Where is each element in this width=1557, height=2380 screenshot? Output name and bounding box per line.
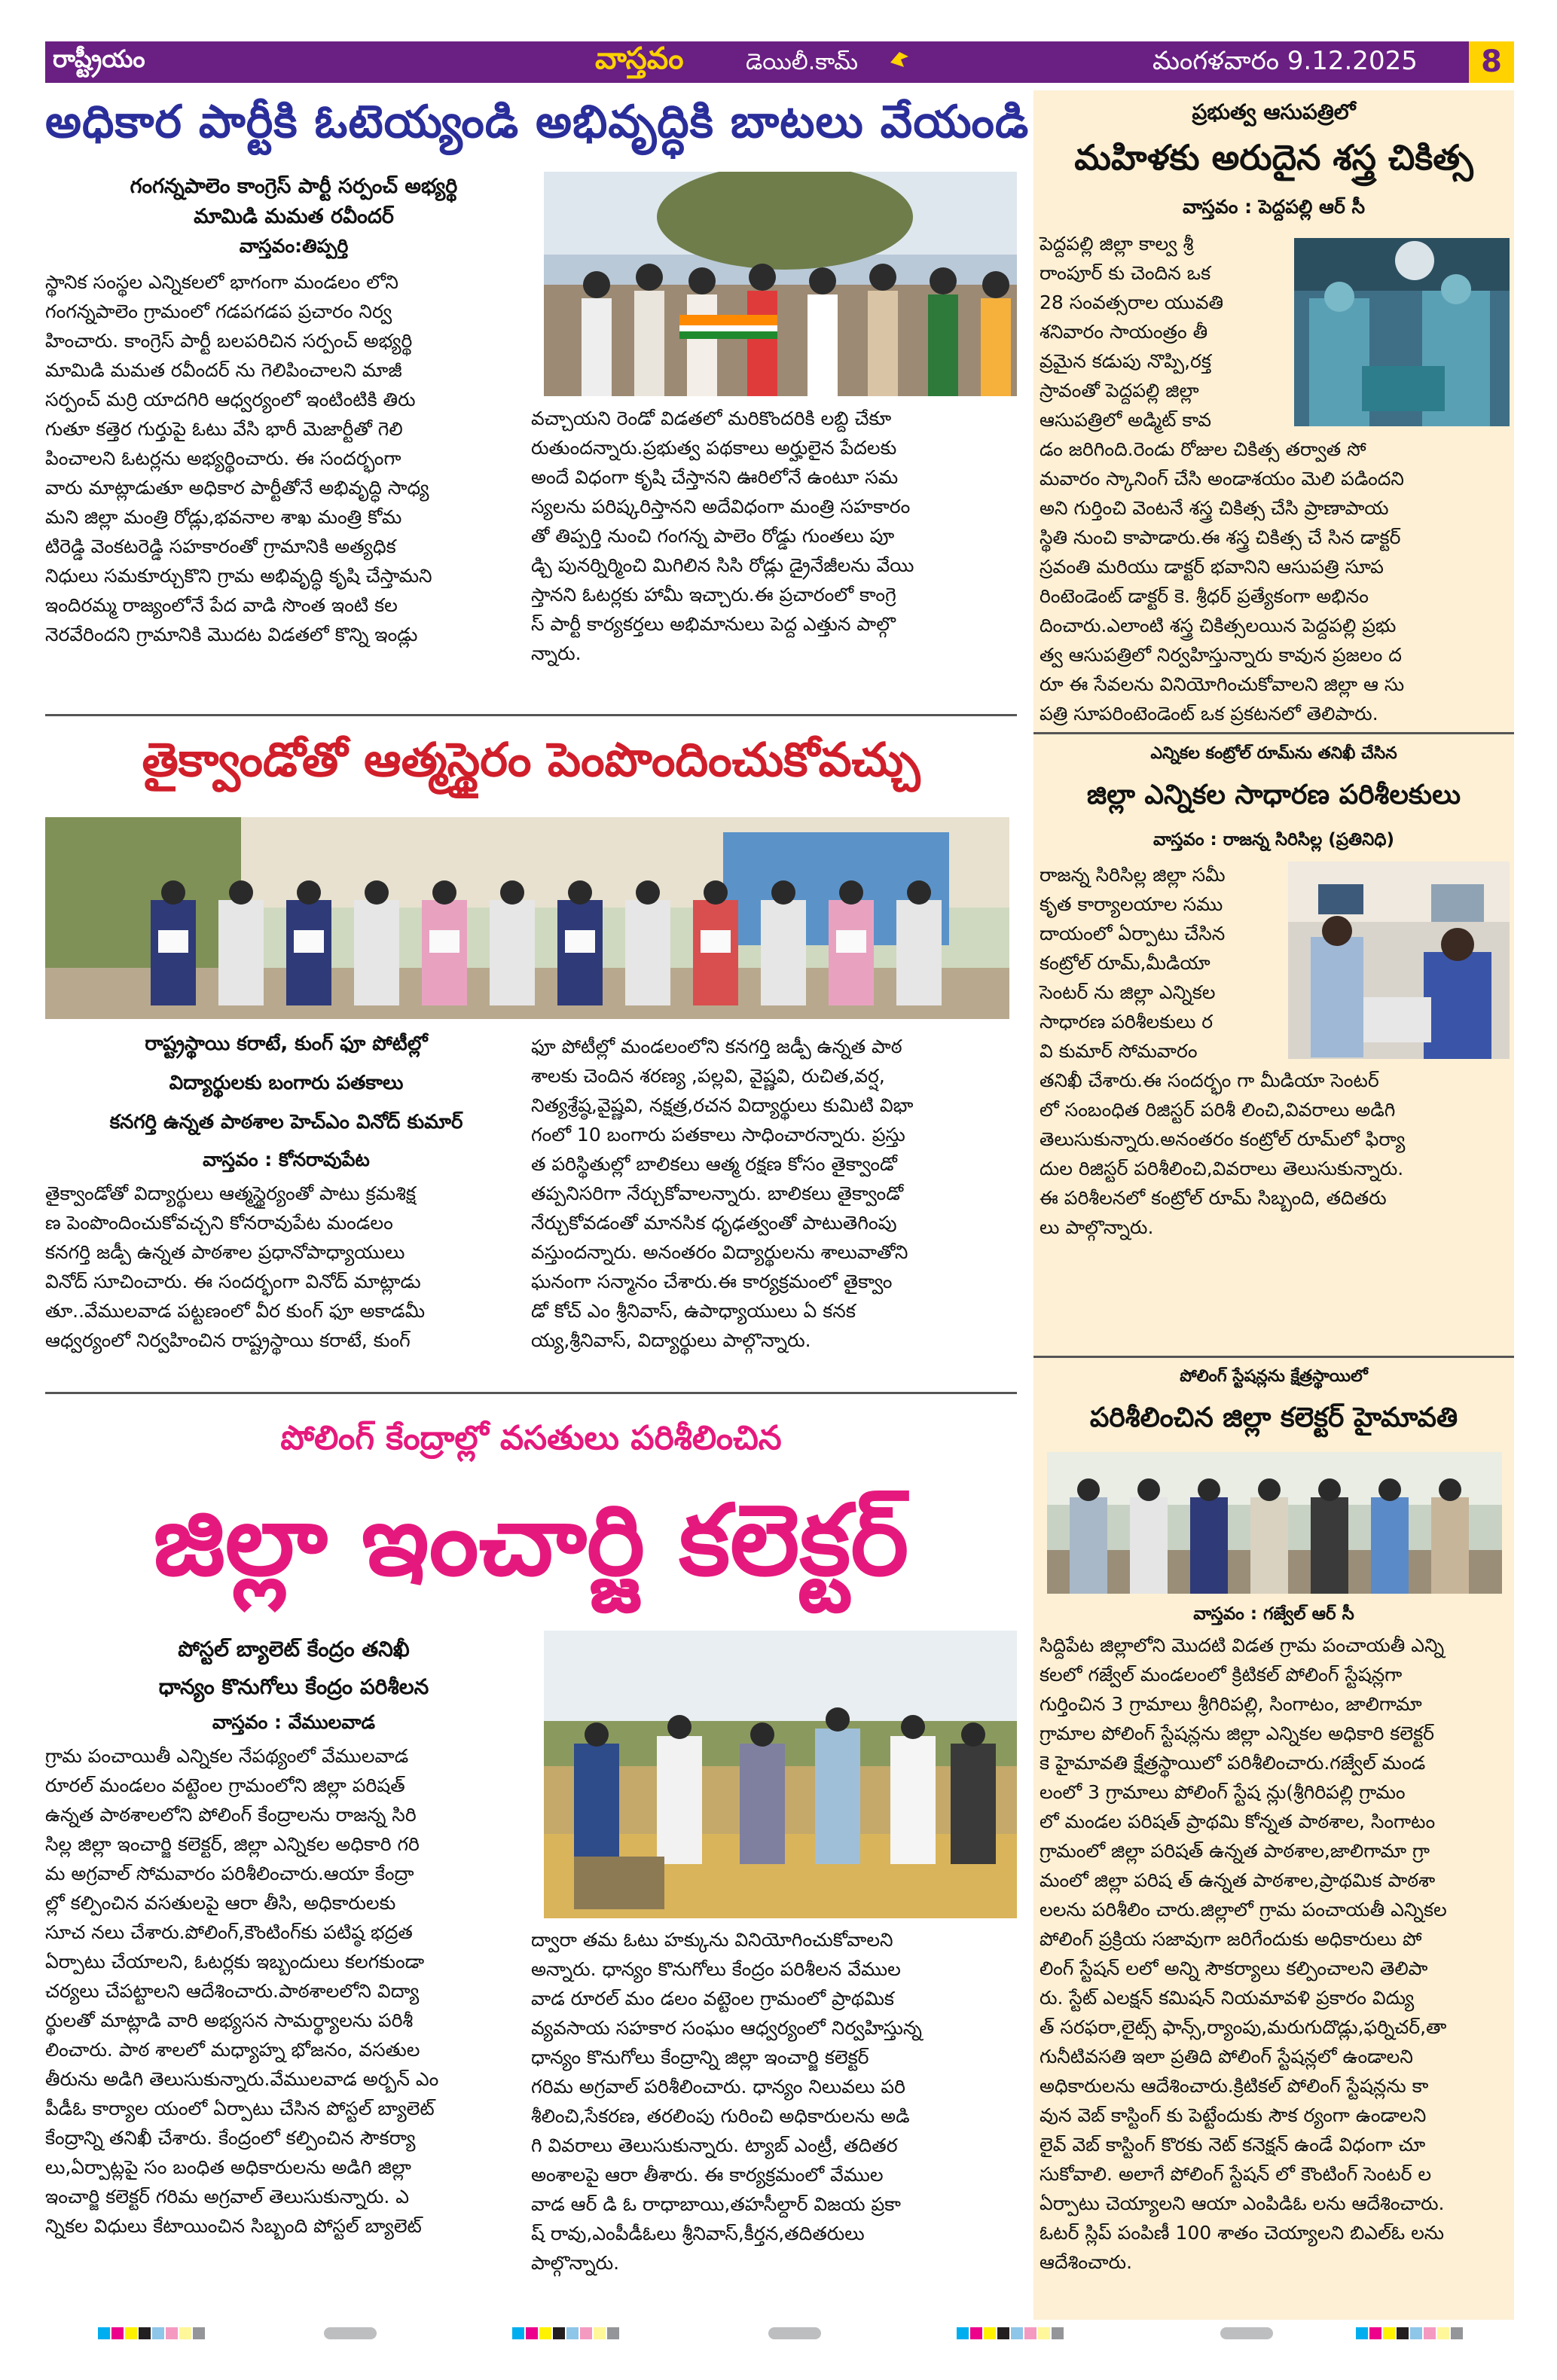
text-line: దించారు.ఎలాంటి శస్త్ర చికిత్సలయిన పెద్దపల్లి ప్రభు <box>1040 615 1397 636</box>
text-line: ద్వారా తమ ఓటు హక్కును వినియోగించుకోవాలని <box>531 1929 893 1951</box>
text-line: అధికారులను ఆదేశించారు.క్రిటికల్ పోలింగ్ స్టేషన్లను కా <box>1040 2075 1429 2097</box>
text-line: స్యలను పరిష్కరిస్తానని అదేవిధంగా మంత్రి సహకారం <box>531 496 911 517</box>
text-line: లు పాల్గొన్నారు. <box>1040 1216 1154 1238</box>
right3-kicker: పోలింగ్ స్టేషన్లను క్షేత్రస్థాయిలో <box>1180 1367 1368 1386</box>
text-line: వ్రమైన కడుపు నొప్పి,రక్త <box>1040 350 1211 372</box>
text-line: న్నికల విధులు కేటాయించిన సిబ్బంది పోస్టల్ బ్యాలెట్ <box>45 2215 422 2237</box>
text-line: మవారం స్కానింగ్ చేసి అండాశయం మెలి పడిందని <box>1040 468 1404 490</box>
text-line: స్థితి నుంచి కాపాడారు.ఈ శస్త్ర చికిత్స చే సిన డాక్టర్ <box>1040 526 1401 548</box>
right3-full-text <box>1040 1631 1508 2277</box>
story1-subhead-2: మామిడి మమత రవీందర్ <box>194 205 394 228</box>
text-line: గ్రామ పంచాయితీ ఎన్నికల నేపథ్యంలో వేములవాడ <box>45 1745 409 1767</box>
text-line: కేంద్రాన్ని తనిఖీ చేశారు. కేంద్రంలో కల్పించిన సౌకర్యా <box>45 2127 416 2149</box>
text-line: గరిమ అగ్రవాల్ పరిశీలించారు. ధాన్యం నిలువలు పరి <box>531 2076 905 2098</box>
right2-full-text <box>1040 1066 1508 1242</box>
text-line: దుల రిజిస్టర్ పరిశీలించి,వివరాలు తెలుసుకున్నారు. <box>1040 1158 1404 1179</box>
right1-dateline: వాస్తవం : పెద్దపల్లి ఆర్ సీ <box>1182 196 1366 218</box>
text-line: తూ..వేములవాడ పట్టణంలో వీర కుంగ్ ఫూ అకాడమీ <box>45 1300 426 1322</box>
page-header <box>45 41 1514 83</box>
text-line: తైక్వాండోతో విద్యార్థులు ఆత్మస్థైర్యంతో పాటు క్రమశిక్ష <box>45 1182 416 1204</box>
right2-wrap-text <box>1040 860 1279 1066</box>
text-line: లు,ఏర్పాట్లపై సం బంధిత అధికారులను అడిగి జిల్లా <box>45 2156 411 2178</box>
text-line: అన్నారు. ధాన్యం కొనుగోలు కేంద్రం పరిశీలన వేముల <box>531 1958 901 1980</box>
text-line: సుకోవాలి. అలాగే పోలింగ్ స్టేషన్ లో కౌంటింగ్ సెంటర్ ల <box>1040 2163 1432 2185</box>
right-column <box>1033 90 1514 2320</box>
divider <box>1033 732 1514 734</box>
text-line: లంలో 3 గ్రామాలు పోలింగ్ స్టేష న్లు(శ్రీగిరిపల్లి గ్రామం <box>1040 1781 1406 1803</box>
text-line: కలలో గజ్వేల్ మండలంలో క్రిటికల్ పోలింగ్ స్టేషన్లగా <box>1040 1664 1403 1686</box>
right1-headline: మహిళకు అరుదైన శస్త్ర చికిత్స <box>1074 137 1473 178</box>
right2-kicker: ఎన్నికల కంట్రోల్ రూమ్‌ను తనిఖీ చేసిన <box>1150 744 1397 763</box>
issue-date: మంగళవారం 9.12.2025 <box>1152 46 1418 76</box>
text-line: తో తిప్పర్తి నుంచి గంగన్న పాలెం రోడ్డు గుంతలు పూ <box>531 525 895 547</box>
text-line: రింటెండెంట్ డాక్టర్ కె. శ్రీధర్ ప్రత్యేకంగా అభినం <box>1040 585 1369 607</box>
text-line: వ్యవసాయ సహకార సంఘం ఆధ్వర్యంలో నిర్వహిస్తున్న <box>531 2017 922 2039</box>
text-line: త పరిస్థితుల్లో బాలికలు ఆత్మ రక్షణ కోసం తైక్వాండో <box>531 1153 897 1175</box>
text-line: ఓటర్ స్లిప్ పంపిణీ 100 శాతం చెయ్యాలని బిఎల్ఓ లను <box>1040 2222 1444 2244</box>
text-line: ఆదేశించారు. <box>1040 2251 1133 2273</box>
text-line: వాడ ఆర్ డి ఓ రాధాబాయి,తహసీల్దార్ విజయ ప్రకా <box>531 2193 901 2215</box>
top-registration-strip <box>45 23 1514 30</box>
story3-column-2 <box>531 1925 1017 2278</box>
story3-subhead-1: పోస్టల్ బ్యాలెట్ కేంద్రం తనిఖీ <box>178 1637 410 1661</box>
text-line: ఘనంగా సన్మానం చేశారు.ఈ కార్యక్రమంలో తైక్వాం <box>531 1271 893 1292</box>
text-line: లలను పరిశీలిం చారు.జిల్లాలో గ్రామ పంచాయతీ ఎన్నికల <box>1040 1899 1447 1921</box>
text-line: రూరల్ మండలం వట్టెంల గ్రామంలోని జిల్లా పరిషత్ <box>45 1774 405 1796</box>
right1-kicker: ప్రభుత్వ ఆసుపత్రిలో <box>1192 99 1356 124</box>
text-line: వాడ రూరల్ మం డలం వట్టెంల గ్రామంలో ప్రాథమిక <box>531 1988 894 2009</box>
page-number: 8 <box>1469 41 1514 83</box>
right3-headline: పరిశీలించిన జిల్లా కలెక్టర్ హైమావతి <box>1089 1402 1458 1433</box>
story3-headline: జిల్లా ఇంచార్జి కలెక్టర్ <box>153 1483 909 1597</box>
text-line: స్థానిక సంస్థల ఎన్నికలలో భాగంగా మండలం లోని <box>45 271 398 293</box>
text-line: స్తానని ఓటర్లకు హామీ ఇచ్చారు.ఈ ప్రచారంలో కాంగ్రె <box>531 584 896 606</box>
text-line: గంగన్నపాలెం గ్రామంలో గడపగడప ప్రచారం నిర్వ <box>45 301 392 322</box>
masthead-subtitle: డెయిలీ.కామ్ <box>746 49 858 75</box>
text-line: మంలో జిల్లా పరిష త్ ఉన్నత పాఠశాల,ప్రాథమిక పాఠశా <box>1040 1869 1436 1891</box>
text-line: లో మండల పరిషత్ ప్రాథమి కోన్నత పాఠశాల, సింగాటం <box>1040 1811 1436 1832</box>
text-line: న్నారు. <box>531 642 582 664</box>
bottom-color-bars <box>45 2326 1514 2341</box>
text-line: నిత్యశ్రేష్ఠ,వైష్ణవి, నక్షత్ర,రచన విద్యార్థులు కుమిటి విభా <box>531 1094 914 1116</box>
story2-headline: తైక్వాండోతో ఆత్మస్థైరం పెంపొందించుకోవచ్చు <box>142 732 920 787</box>
text-line: వారు మాట్లాడుతూ అధికార పార్టీతోనే అభివృద్ధి సాధ్య <box>45 477 429 499</box>
story1-headline: అధికార పార్టీకి ఓటెయ్యండి అభివృద్ధికి బాటలు వేయండి <box>45 96 1030 148</box>
text-line: అందే విధంగా కృషి చేస్తానని ఊరిలోనే ఉంటూ సమ <box>531 466 899 488</box>
text-line: పోలింగ్ ప్రక్రియ సజావుగా జరిగేందుకు అధికారులు పో <box>1040 1928 1422 1950</box>
text-line: నెరవేరిందని గ్రామానికి మొదట విడతలో కొన్ని ఇండ్లు <box>45 624 418 645</box>
text-line: పాల్గొన్నారు. <box>531 2252 620 2274</box>
text-line: రుతుందన్నారు.ప్రభుత్వ పథకాలు అర్హులైన పేదలకు <box>531 437 897 459</box>
text-line: ధాన్యం కొనుగోలు కేంద్రాన్ని జిల్లా ఇంచార్జి కలెక్టర్ <box>531 2046 869 2068</box>
text-line: 28 సంవత్సరాల యువతి <box>1040 291 1224 313</box>
text-line: వినోద్ సూచించారు. ఈ సందర్భంగా వినోద్ మాట్లాడు <box>45 1271 421 1292</box>
story2-subhead-2: విద్యార్థులకు బంగారు పతకాలు <box>169 1072 404 1094</box>
text-line: య్య,శ్రీనివాస్, విద్యార్థులు పాల్గొన్నారు. <box>531 1329 811 1351</box>
story1-dateline: వాస్తవం:తిప్పర్తి <box>239 235 349 257</box>
text-line: రూ ఈ సేవలను వినియోగించుకోవాలని జిల్లా ఆ సు <box>1040 673 1405 695</box>
text-line: తనిఖీ చేశారు.ఈ సందర్భం గా మీడియా సెంటర్ <box>1040 1069 1379 1091</box>
story2-column-2 <box>531 1032 1017 1355</box>
text-line: వున వెబ్ కాస్టింగ్ కు పెట్టేందుకు సౌక ర్యంగా ఉండాలని <box>1040 2104 1427 2126</box>
text-line: పించాలని ఓటర్లను అభ్యర్థించారు. ఈ సందర్భంగా <box>45 447 401 469</box>
divider <box>45 1392 1017 1394</box>
text-line: టిరెడ్డి వెంకటరెడ్డి సహకారంతో గ్రామానికి అత్యధిక <box>45 536 396 557</box>
text-line: ఆధ్వర్యంలో నిర్వహించిన రాష్ట్రస్థాయి కరాటే, కుంగ్ <box>45 1329 411 1351</box>
text-line: తప్పనిసరిగా నేర్చుకోవాలన్నారు. బాలికలు తైక్వాండో <box>531 1182 904 1204</box>
text-line: పీడీఓ కార్యాల యంలో ఏర్పాటు చేసిన పోస్టల్ బ్యాలెట్ <box>45 2098 435 2119</box>
photo-surgery-theatre <box>1294 238 1510 426</box>
text-line: గ్రామాల పోలింగ్ స్టేషన్లను జిల్లా ఎన్నికల అధికారి కలెక్టర్ <box>1040 1722 1434 1744</box>
story1-column-1 <box>45 267 527 649</box>
text-line: వస్తుందన్నారు. అనంతరం విద్యార్థులను శాలువాతోని <box>531 1241 908 1263</box>
story1-column-2 <box>531 404 1017 668</box>
photo-control-room <box>1288 862 1510 1059</box>
right1-full-text <box>1040 435 1508 728</box>
text-line: తీరును అడిగి తెలుసుకున్నారు.వేములవాడ అర్బన్ ఎం <box>45 2068 439 2090</box>
text-line: తెలుసుకున్నారు.అనంతరం కంట్రోల్ రూమ్‌లో ఫిర్యా <box>1040 1128 1406 1150</box>
story2-dateline: వాస్తవం : కోనరావుపేట <box>203 1149 370 1170</box>
text-line: వచ్చాయని రెండో విడతలో మరికొందరికి లబ్ది చేకూ <box>531 407 892 429</box>
photo-campaign-rally <box>544 172 1017 396</box>
text-line: రు. స్టేట్ ఎలక్షన్ కమిషన్ నియమావళి ప్రకారం విద్యు <box>1040 1987 1415 2009</box>
text-line: అని గుర్తించి వెంటనే శస్త్ర చికిత్స చేసి ప్రాణాపాయ <box>1040 497 1389 519</box>
right3-dateline: వాస్తవం : గజ్వేల్ ఆర్ సీ <box>1193 1604 1354 1624</box>
text-line: సూచ నలు చేశారు.పోలింగ్,కౌంటింగ్‌కు పటిష్ఠ భద్రత <box>45 1921 413 1943</box>
photo-students-with-certificates <box>45 817 1009 1019</box>
text-line: ల్లో కల్పించిన వసతులపై ఆరా తీసి, అధికారులకు <box>45 1892 396 1914</box>
text-line: ష్ రావు,ఎంపీడీఓలు శ్రీనివాస్,కీర్తన,తదితరులు <box>531 2223 865 2244</box>
text-line: మామిడి మమత రవీందర్ ను గెలిపించాలని మాజీ <box>45 359 402 381</box>
text-line: చర్యలు చేపట్టాలని ఆదేశించారు.పాఠశాలలోని విద్యా <box>45 1980 420 2002</box>
text-line: గునీటివసతి ఇలా ప్రతిది పోలింగ్ స్టేషన్లలో ఉండాలని <box>1040 2046 1413 2067</box>
text-line: అంశాలపై ఆరా తీశారు. ఈ కార్యక్రమంలో వేముల <box>531 2164 884 2186</box>
text-line: ఆసుపత్రిలో అడ్మిట్ కావ <box>1040 409 1212 431</box>
photo-collector-inspection <box>544 1631 1017 1918</box>
text-line: మని జిల్లా మంత్రి రోడ్లు,భవనాల శాఖ మంత్రి కోమ <box>45 506 402 528</box>
photo-polling-station-visit <box>1047 1452 1502 1594</box>
text-line: ఇందిరమ్మ రాజ్యంలోనే పేద వాడి సొంత ఇంటి కల <box>45 594 398 616</box>
right2-headline: జిల్లా ఎన్నికల సాధారణ పరిశీలకులు <box>1086 780 1461 810</box>
text-line: శనివారం సాయంత్రం తీ <box>1040 321 1208 343</box>
text-line: డం జరిగింది.రెండు రోజుల చికిత్స తర్వాత సో <box>1040 438 1366 460</box>
text-line: ఇంచార్జి కలెక్టర్ గరిమ అగ్రవాల్ తెలుసుకున్నారు. ఎ <box>45 2186 410 2208</box>
text-line: లించారు. పాఠ శాలలో మధ్యాహ్న భోజనం, వసతుల <box>45 2039 420 2061</box>
text-line: పత్రి సూపరింటెండెంట్ ఒక ప్రకటనలో తెలిపారు. <box>1040 703 1378 725</box>
text-line: సిద్దిపేట జిల్లాలోని మొదటి విడత గ్రామ పంచాయతీ ఎన్ని <box>1040 1634 1445 1656</box>
text-line: ఏర్పాటు చెయ్యాలని ఆయా ఎంపిడిఓ లను ఆదేశించారు. <box>1040 2192 1445 2214</box>
text-line: లింగ్ స్టేషన్ లలో అన్ని సౌకర్యాలు కల్పించాలని తెలిపా <box>1040 1957 1428 1979</box>
text-line: నేర్చుకోవడంతో మానసిక ధృఢత్వంతో పాటుతెగింపు <box>531 1212 897 1234</box>
bird-logo-icon <box>889 49 910 70</box>
text-line: స్రావంతో పెద్దపల్లి జిల్లా <box>1040 380 1199 401</box>
text-line: గుతూ కత్తెర గుర్తుపై ఓటు వేసి భారీ మెజార్టీతో గెలి <box>45 418 403 440</box>
text-line: గుర్తించిన 3 గ్రామాలు శ్రీగిరిపల్లి, సింగాటం, జాలిగామా <box>1040 1693 1422 1715</box>
text-line: శాలకు చెందిన శరణ్య ,పల్లవి, వైష్ణవి, రుచిత,వర్ష, <box>531 1065 885 1087</box>
text-line: కె హైమావతి క్షేత్రస్థాయిలో పరిశీలించారు.గజ్వేల్ మండ <box>1040 1752 1426 1774</box>
right1-wrap-text <box>1040 229 1288 435</box>
text-line: ర్థులతో మాట్లాడి వారి అభ్యసన సామర్థ్యాలను పరిశీ <box>45 2009 414 2031</box>
text-line: సర్పంచ్ మర్రి యాదగిరి ఆధ్వర్యంలో ఇంటింటికి తిరు <box>45 389 416 410</box>
right2-dateline: వాస్తవం : రాజన్న సిరిసిల్ల (ప్రతినిధి) <box>1152 830 1395 850</box>
text-line: గ్రామంలో జిల్లా పరిషత్ ఉన్నత పాఠశాల,జాలిగామా గ్రా <box>1040 1840 1430 1862</box>
text-line: ఉన్నత పాఠశాలలోని పోలింగ్ కేంద్రాలను రాజన్న సిరి <box>45 1804 417 1826</box>
text-line: ణ పెంపొందించుకోవచ్చని కోనరావుపేట మండలం <box>45 1212 393 1234</box>
text-line: డ్చి పునర్నిర్మించి మిగిలిన సిసి రోడ్లు డ్రైనేజీలను వేయి <box>531 554 914 576</box>
text-line: ఏర్పాటు చేయాలని, ఓటర్లకు ఇబ్బందులు కలగకుండా <box>45 1951 425 1973</box>
text-line: కృత కార్యాలయాల సము <box>1040 893 1223 915</box>
text-line: కనగర్తి జడ్పీ ఉన్నత పాఠశాల ప్రధానోపాధ్యాయులు <box>45 1241 405 1263</box>
text-line: గి వివరాలు తెలుసుకున్నారు. ట్యాబ్ ఎంట్రీ, తదితర <box>531 2134 898 2156</box>
text-line: సాధారణ పరిశీలకులు ర <box>1040 1011 1214 1033</box>
text-line: పెద్దపల్లి జిల్లా కాల్వ శ్రీ <box>1040 233 1194 255</box>
text-line: లో సంబంధిత రిజిస్టర్ పరిశీ లించి,వివరాలు అడిగి <box>1040 1099 1396 1121</box>
text-line: కంట్రోల్ రూమ్,మీడియా <box>1040 952 1210 974</box>
section-label: రాష్ట్రీయం <box>53 44 145 73</box>
story2-column-1 <box>45 1179 527 1355</box>
text-line: మ అగ్రవాల్ సోమవారం పరిశీలించారు.ఆయా కేంద్రా <box>45 1863 414 1884</box>
story3-column-1 <box>45 1741 527 2241</box>
text-line: స్రవంతి మరియు డాక్టర్ భవానిని ఆసుపత్రి సూప <box>1040 556 1384 578</box>
text-line: సిల్ల జిల్లా ఇంచార్జి కలెక్టర్, జిల్లా ఎన్నికల అధికారి గరి <box>45 1833 420 1855</box>
text-line: త్ సరఫరా,లైట్స్ ఫాన్స్,ర్యాంపు,మరుగుదొడ్లు,ఫర్నిచర్,తా <box>1040 2016 1447 2038</box>
masthead-title: వాస్తవం <box>595 41 684 76</box>
story3-dateline: వాస్తవం : వేములవాడ <box>212 1711 376 1733</box>
story1-subhead-1: గంగన్నపాలెం కాంగ్రెస్ పార్టీ సర్పంచ్ అభ్యర్థి <box>130 175 458 198</box>
text-line: రాంపూర్ కు చెందిన ఒక <box>1040 262 1211 284</box>
text-line: లైవ్ వెబ్ కాస్టింగ్ కొరకు నెట్ కనెక్షన్ ఉండే విధంగా చూ <box>1040 2134 1426 2156</box>
text-line: గంలో 10 బంగారు పతకాలు సాధించారన్నారు. ప్రస్తు <box>531 1124 905 1146</box>
text-line: సెంటర్ ను జిల్లా ఎన్నికల <box>1040 981 1216 1003</box>
divider <box>45 714 1017 716</box>
text-line: వి కుమార్ సోమవారం <box>1040 1040 1198 1062</box>
text-line: ఈ పరిశీలనలో కంట్రోల్ రూమ్ సిబ్బంది, తదితరు <box>1040 1187 1387 1209</box>
story2-subhead-3: కనగర్తి ఉన్నత పాఠశాల హెచ్ఎం వినోద్ కుమార్ <box>109 1111 463 1134</box>
text-line: స్ పార్టీ కార్యకర్తలు అభిమానులు పెద్ద ఎత్తున పాల్గొ <box>531 613 896 635</box>
text-line: ఫూ పోటీల్లో మండలంలోని కనగర్తి జడ్పీ ఉన్నత పాఠ <box>531 1036 902 1057</box>
text-line: దాయంలో ఏర్పాటు చేసిన <box>1040 923 1226 944</box>
text-line: రాజన్న సిరిసిల్ల జిల్లా సమీ <box>1040 864 1226 886</box>
story2-subhead-1: రాష్ట్రస్థాయి కరాటే, కుంగ్ ఫూ పోటీల్లో <box>145 1033 428 1055</box>
text-line: హించారు. కాంగ్రెస్ పార్టీ బలపరిచిన సర్పంచ్ అభ్యర్థి <box>45 330 413 352</box>
text-line: త్వ ఆసుపత్రిలో నిర్వహిస్తున్నారు కావున ప్రజలం ద <box>1040 644 1402 666</box>
text-line: డో కోచ్ ఎం శ్రీనివాస్, ఉపాధ్యాయులు ఏ కనక <box>531 1300 856 1322</box>
story3-subhead-2: ధాన్యం కొనుగోలు కేంద్రం పరిశీలన <box>158 1674 429 1699</box>
story3-kicker: పోలింగ్ కేంద్రాల్లో వసతులు పరిశీలించిన <box>280 1419 782 1457</box>
divider <box>1033 1356 1514 1358</box>
text-line: శీలించి,సేకరణ, తరలింపు గురించి అధికారులను అడి <box>531 2105 910 2127</box>
text-line: నిధులు సమకూర్చుకొని గ్రామ అభివృద్ధి కృషి చేస్తామని <box>45 565 432 587</box>
